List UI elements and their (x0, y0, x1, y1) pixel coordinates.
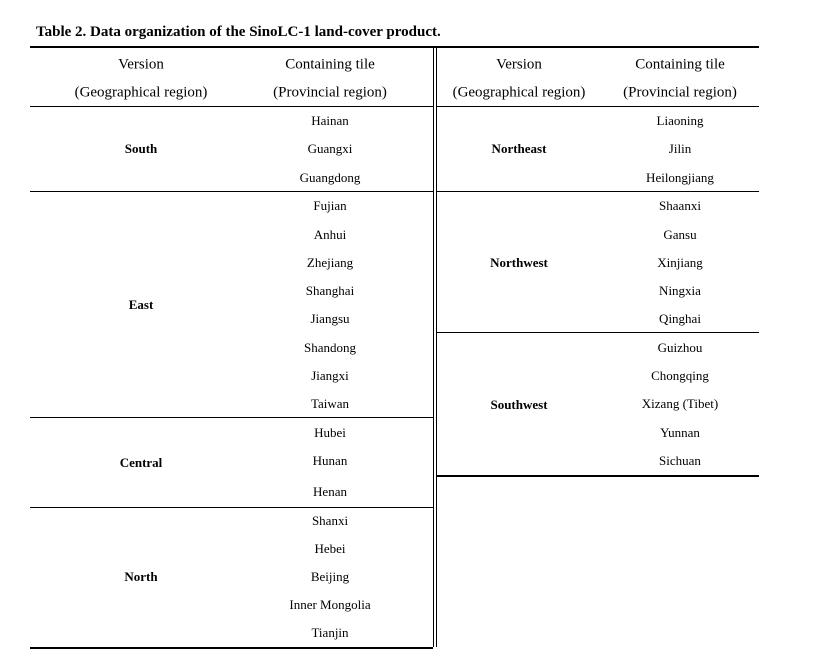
group-rule-left (30, 417, 433, 418)
region-north: North (124, 569, 158, 584)
tile-cell: Zhejiang (306, 255, 354, 270)
region-northeast: Northeast (491, 141, 547, 156)
top-rule (30, 46, 759, 48)
tile-cell: Hebei (314, 541, 346, 556)
region-east: East (128, 297, 154, 312)
tile-cell: Jilin (668, 141, 692, 156)
tile-cell: Guangxi (307, 141, 353, 156)
tile-cell: Xizang (Tibet) (641, 396, 719, 411)
tile-cell: Ningxia (659, 283, 701, 298)
tile-cell: Henan (313, 484, 347, 499)
tile-cell: Hainan (311, 113, 349, 128)
header-provincial-left: (Provincial region) (273, 84, 387, 101)
header-geo-region-right: (Geographical region) (452, 84, 586, 101)
tile-cell: Beijing (310, 569, 350, 584)
divider-right (436, 48, 437, 647)
header-tile-right: Containing tile (635, 56, 725, 73)
tile-cell: Yunnan (660, 425, 700, 440)
tile-cell: Chongqing (651, 368, 709, 383)
header-version-right: Version (496, 56, 542, 73)
tile-cell: Sichuan (659, 453, 701, 468)
group-rule-left (30, 647, 433, 649)
divider-left (433, 48, 434, 647)
tile-cell: Jiangxi (311, 368, 349, 383)
region-central: Central (119, 455, 163, 470)
group-rule-right (437, 332, 759, 333)
tile-cell: Shanghai (305, 283, 355, 298)
group-rule-left (30, 191, 433, 192)
tile-cell: Fujian (313, 198, 347, 213)
region-northwest: Northwest (490, 255, 548, 270)
header-version-left: Version (118, 56, 164, 73)
group-rule-right (437, 475, 759, 477)
header-tile-left: Containing tile (285, 56, 375, 73)
header-rule-left (30, 106, 433, 107)
table-caption: Table 2. Data organization of the SinoLC-1 land-cover product. (36, 24, 441, 40)
header-rule-right (437, 106, 759, 107)
tile-cell: Xinjiang (657, 255, 703, 270)
tile-cell: Shaanxi (659, 198, 701, 213)
tile-cell: Shandong (304, 340, 356, 355)
tile-cell: Liaoning (656, 113, 704, 128)
group-rule-left (30, 507, 433, 508)
tile-cell: Anhui (313, 227, 347, 242)
tile-cell: Gansu (663, 227, 697, 242)
tile-cell: Heilongjiang (646, 170, 714, 185)
header-provincial-right: (Provincial region) (623, 84, 737, 101)
group-rule-right (437, 191, 759, 192)
tile-cell: Hubei (314, 425, 346, 440)
tile-cell: Guizhou (657, 340, 703, 355)
region-south: South (124, 141, 158, 156)
tile-cell: Hunan (312, 453, 348, 468)
header-geo-region-left: (Geographical region) (74, 84, 208, 101)
region-southwest: Southwest (490, 397, 548, 412)
tile-cell: Qinghai (659, 311, 701, 326)
tile-cell: Guangdong (299, 170, 361, 185)
tile-cell: Shanxi (311, 513, 349, 528)
tile-cell: Jiangsu (310, 311, 350, 326)
tile-cell: Tianjin (311, 625, 349, 640)
tile-cell: Taiwan (310, 396, 350, 411)
tile-cell: Inner Mongolia (289, 597, 371, 612)
